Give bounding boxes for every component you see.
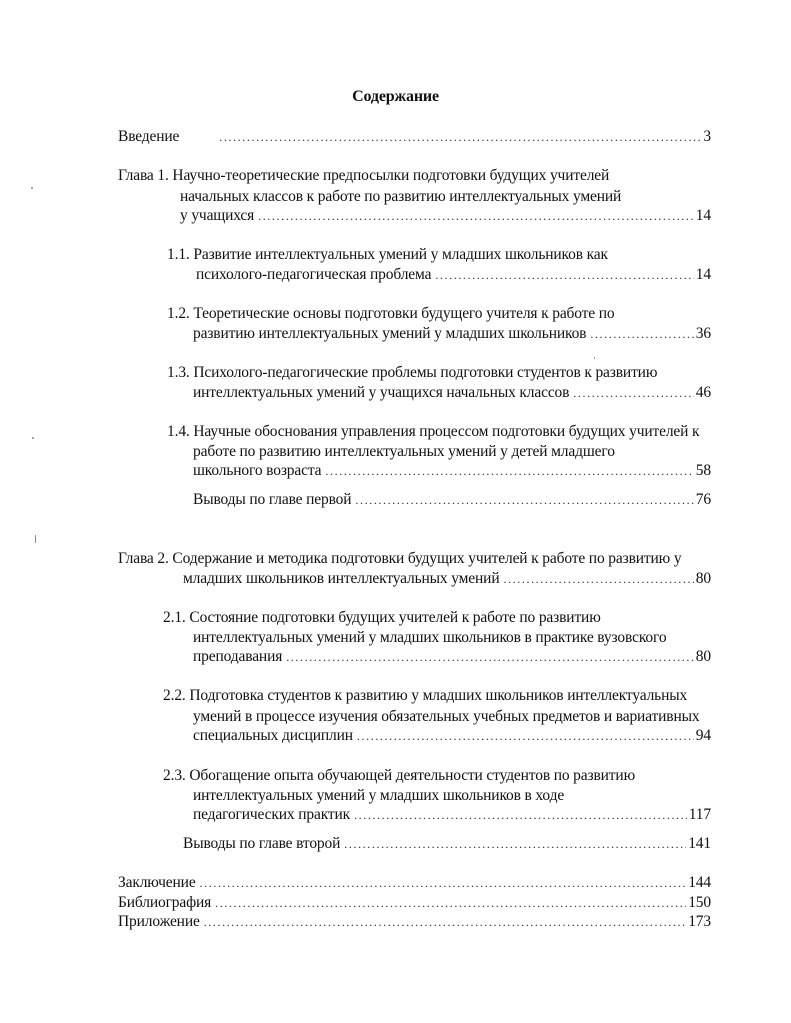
dot-leader [204, 912, 686, 932]
toc-label: Приложение [118, 913, 200, 930]
toc-page-number: 76 [695, 491, 711, 508]
toc-page-number: 58 [695, 462, 711, 479]
section-1-3-line1: 1.3. Психолого-педагогические проблемы подготовки студентов к развитию [167, 364, 658, 381]
dot-leader [286, 647, 694, 667]
toc-page-number: 173 [688, 913, 711, 930]
dot-leader [258, 206, 694, 226]
toc-label: у учащихся [180, 207, 255, 224]
toc-label: специальных дисциплин [193, 727, 353, 744]
toc-entry-chapter1 [180, 206, 711, 226]
toc-page-number: 80 [695, 648, 711, 665]
toc-entry-bibliography [118, 893, 711, 913]
toc-entry-1-1 [196, 265, 711, 285]
toc-page-number: 14 [695, 207, 711, 224]
section-2-3-line1: 2.3. Обогащение опыта обучающей деятельности студентов по развитию [163, 767, 636, 784]
toc-label: психолого-педагогическая проблема [196, 266, 432, 283]
toc-entry-1-3 [193, 383, 711, 403]
toc-entry-closing [118, 873, 711, 893]
toc-entry-2-2 [193, 726, 711, 746]
section-1-2-line1: 1.2. Теоретические основы подготовки будущего учителя к работе по [167, 305, 615, 322]
toc-entry-1-4 [193, 461, 711, 481]
dot-leader [219, 127, 701, 147]
toc-label: педагогических практик [193, 806, 351, 823]
dot-leader [357, 726, 694, 746]
toc-label: Введение [118, 128, 180, 145]
scan-speck [31, 187, 33, 189]
toc-entry-chapter2 [183, 569, 711, 589]
dot-leader [435, 265, 693, 285]
section-2-2-line2: умений в процессе изучения обязательных учебных предметов и вариативных [193, 708, 700, 725]
toc-page-number: 117 [688, 806, 711, 823]
toc-label: школьного возраста [193, 462, 322, 479]
dot-leader [325, 461, 693, 481]
toc-label: интеллектуальных умений у учащихся начальных классов [193, 384, 570, 401]
toc-page-number: 14 [695, 266, 711, 283]
toc-entry-intro [118, 127, 711, 147]
toc-entry-chapter1-conclusion [193, 490, 711, 510]
dot-leader [355, 490, 693, 510]
section-1-4-line2: работе по развитию интеллектуальных умений у детей младшего [193, 443, 615, 460]
toc-page-number: 36 [695, 325, 711, 342]
toc-page-number: 94 [695, 727, 711, 744]
toc-page-number: 46 [695, 384, 711, 401]
dot-leader [590, 324, 693, 344]
toc-label: Заключение [118, 874, 196, 891]
toc-page-number: 141 [688, 835, 711, 852]
dot-leader [573, 383, 693, 403]
section-2-2-line1: 2.2. Подготовка студентов к развитию у младших школьников интеллектуальных [163, 687, 688, 704]
toc-label: преподавания [193, 648, 283, 665]
scan-speck [35, 535, 36, 543]
toc-entry-1-2 [193, 324, 711, 344]
toc-label: Библиография [118, 894, 212, 911]
toc-entry-2-3 [193, 805, 711, 825]
section-1-1-line1: 1.1. Развитие интеллектуальных умений у младших школьников как [167, 246, 608, 263]
dot-leader [344, 834, 686, 854]
page-title: Содержание [352, 88, 439, 105]
chapter1-title-line1: Глава 1. Научно-теоретические предпосылки подготовки будущих учителей [118, 167, 610, 184]
section-2-1-line2: интеллектуальных умений у младших школьников в практике вузовского [193, 629, 667, 646]
dot-leader [215, 893, 686, 913]
toc-entry-2-1 [193, 647, 711, 667]
toc-page-number: 144 [688, 874, 711, 891]
toc-label: Выводы по главе первой [193, 491, 352, 508]
dot-leader [503, 569, 693, 589]
toc-label: младших школьников интеллектуальных умений [183, 570, 500, 587]
toc-label: развитию интеллектуальных умений у младших школьников [193, 325, 587, 342]
section-2-1-line1: 2.1. Состояние подготовки будущих учителей к работе по развитию [163, 609, 601, 626]
toc-entry-appendix [118, 912, 711, 932]
chapter2-title-line1: Глава 2. Содержание и методика подготовки будущих учителей к работе по развитию у [118, 550, 682, 567]
dot-leader [200, 873, 687, 893]
toc-entry-chapter2-conclusion [183, 834, 711, 854]
toc-page-number: 3 [703, 128, 711, 145]
section-2-3-line2: интеллектуальных умений у младших школьников в ходе [193, 787, 565, 804]
scan-speck [594, 357, 595, 359]
chapter1-title-line2: начальных классов к работе по развитию интеллектуальных умений [180, 188, 622, 205]
section-1-4-line1: 1.4. Научные обоснования управления процессом подготовки будущих учителей к [167, 423, 700, 440]
toc-label: Выводы по главе второй [183, 835, 341, 852]
toc-page-number: 150 [688, 894, 711, 911]
scan-speck [32, 437, 34, 439]
toc-page-number: 80 [695, 570, 711, 587]
dot-leader [354, 805, 687, 825]
